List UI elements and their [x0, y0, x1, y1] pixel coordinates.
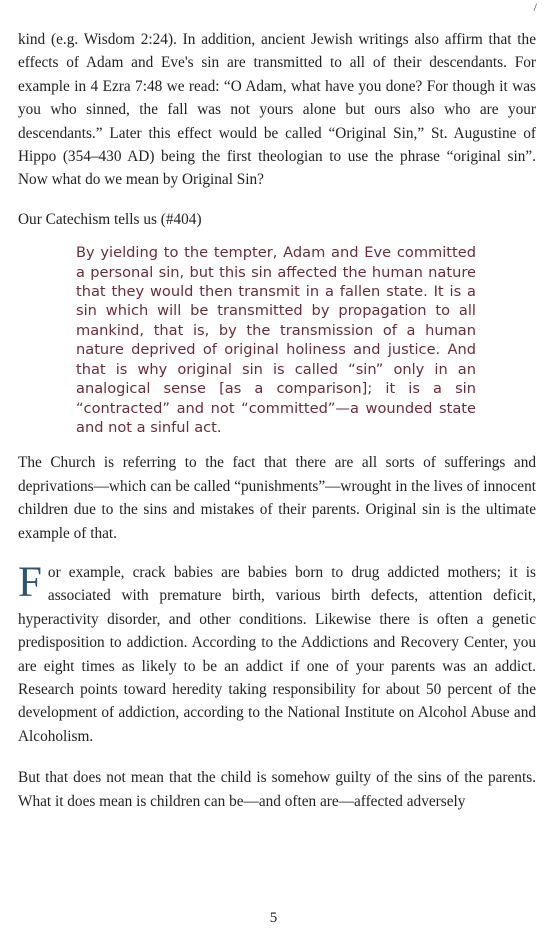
corner-mark: / [533, 0, 537, 14]
paragraph-not-guilty: But that does not mean that the child is somehow guilty of the sins of the parents. What it does mean is children can be—and often are—affected adversely [18, 769, 536, 810]
paragraph-example [18, 558, 536, 748]
page-number: 5 [269, 910, 278, 926]
paragraph-example-text: or example, crack babies are babies born to drug addicted mothers; it is associated with premature birth, various birth defects, attention deficit, hyperactivity disorder, and other conditions. Likewise there is often a genetic predisposition to addiction. According to the Addictions and Recovery Center, you are eight times as likely to be an addict if one of your parents was an addict. Research points toward heredity taking responsibility for about 50 percent of the development of addiction, according to the National Institute on Alcohol Abuse and Alcoholism. [18, 563, 536, 745]
drop-cap: F [18, 558, 42, 606]
catechism-quote: By yielding to the tempter, Adam and Eve committed a personal sin, but this sin affected the human nature that they would then transmit in a fallen state. It is a sin which will be transmitted by propagation to all mankind, that is, by the transmission of a human nature deprived of original holiness and justice. And that is why original sin is called “sin” only in an analogical sense [as a comparison]; it is a sin “contracted” and not “committed”—a wounded state and not a sinful act. [76, 244, 476, 436]
paragraph-church-referring: The Church is referring to the fact that there are all sorts of sufferings and deprivations—which can be called “punishments”—wrought in the lives of innocent children due to the sins and mistakes of their parents. Original sin is the ultimate example of that. [18, 454, 536, 542]
paragraph-original-sin-intro: kind (e.g. Wisdom 2:24). In addition, ancient Jewish writings also affirm that the effects of Adam and Eve's sin are transmitted to all of their descendants. For example in 4 Ezra 7:48 we read: “O Adam, what have you done? For though it was you who sinned, the fall was not yours alone but ours also who are your descendants.” Later this effect would be called “Original Sin,” St. Augustine of Hippo (354–430 AD) being the first theologian to use the phrase “original sin”. Now what do we mean by Original Sin? [18, 31, 536, 189]
paragraph-catechism-intro: Our Catechism tells us (#404) [18, 210, 202, 228]
page-body [18, 28, 536, 813]
